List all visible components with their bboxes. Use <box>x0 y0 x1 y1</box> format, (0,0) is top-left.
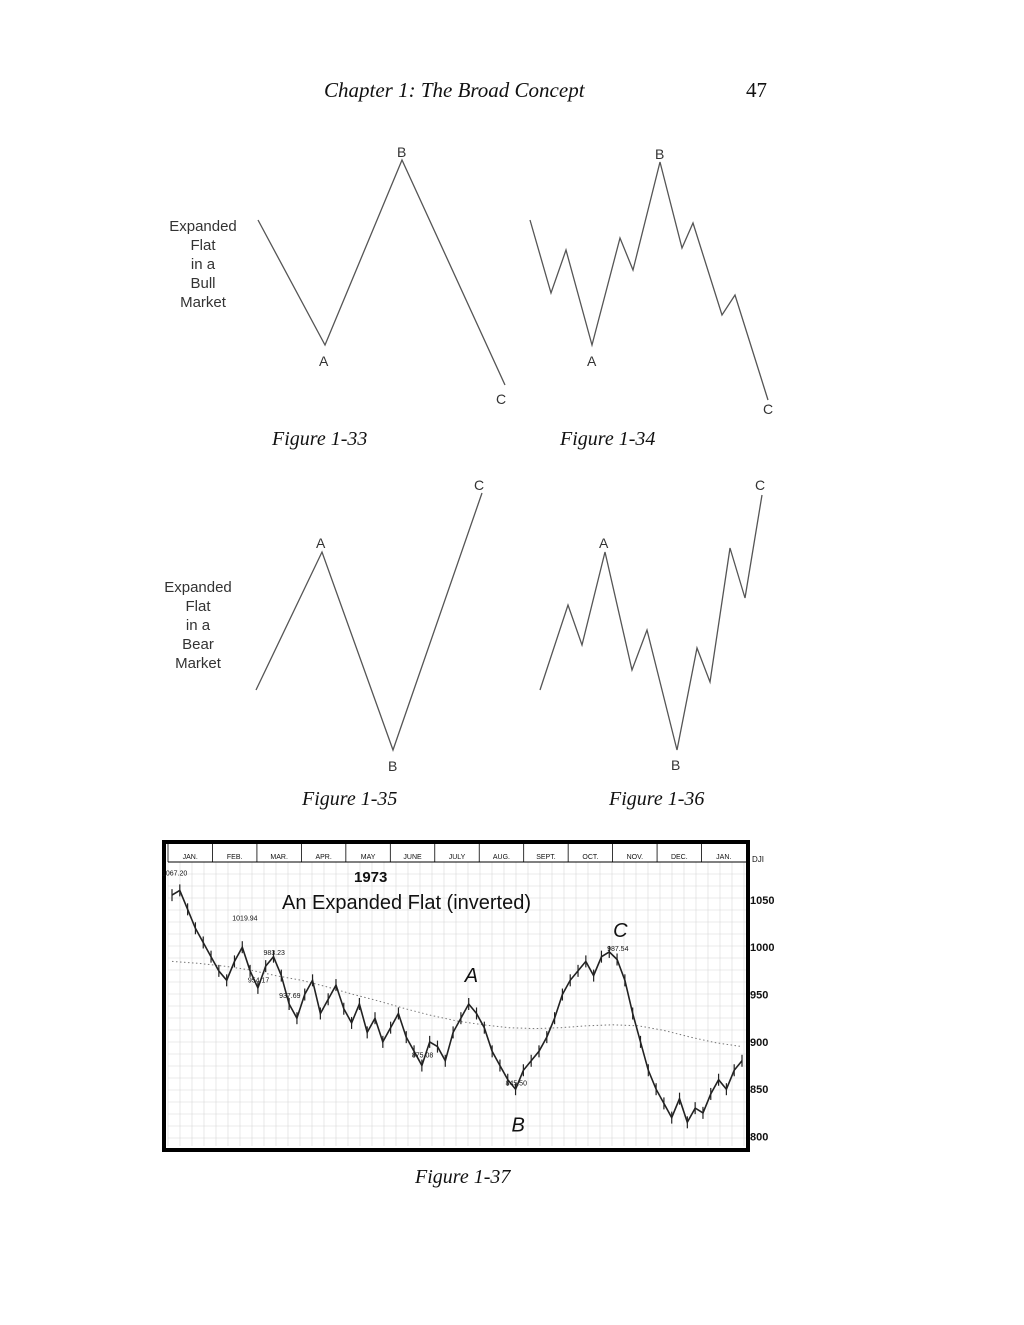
chart-axis-label: DJI <box>752 855 764 864</box>
fig35-caption: Figure 1-35 <box>302 788 398 810</box>
wave-label: A <box>464 965 479 987</box>
fig34-wave-line <box>530 162 768 400</box>
price-annotation: 983.23 <box>263 950 285 958</box>
page-number: 47 <box>746 78 767 102</box>
month-label: OCT. <box>582 854 599 861</box>
fig33-wave-line <box>258 160 505 385</box>
price-annotation: 845.50 <box>505 1080 527 1088</box>
wave-label: C <box>613 919 628 942</box>
fig33-diagram <box>250 140 520 415</box>
fig33-side-label <box>160 217 246 312</box>
fig35-point-c: C <box>474 477 485 493</box>
month-label: JAN. <box>716 854 732 861</box>
fig35-wave-line <box>256 493 482 750</box>
fig33-side-line: Flat <box>190 237 216 254</box>
y-tick-label: 1050 <box>750 894 775 907</box>
fig35-side-line: Flat <box>185 598 211 615</box>
fig36-point-a: A <box>599 535 609 551</box>
y-tick-label: 1000 <box>750 942 775 955</box>
price-annotation: 1019.94 <box>232 915 258 923</box>
y-tick-label: 850 <box>750 1084 769 1097</box>
month-label: MAY <box>360 854 376 861</box>
y-tick-label: 900 <box>750 1036 769 1049</box>
fig33-point-b: B <box>397 144 407 160</box>
chart-year-label: 1973 <box>354 869 388 886</box>
fig34-diagram <box>525 140 785 420</box>
fig35-point-a: A <box>316 535 326 551</box>
fig33-side-line: Expanded <box>169 218 237 235</box>
fig34-point-b: B <box>655 146 665 162</box>
month-label: JUNE <box>403 854 422 861</box>
fig33-side-line: in a <box>190 256 216 273</box>
fig35-side-line: Expanded <box>164 579 232 596</box>
fig35-side-line: in a <box>185 617 211 634</box>
page-header-title: Chapter 1: The Broad Concept <box>324 78 585 102</box>
wave-label: B <box>511 1114 525 1137</box>
price-annotation: 875.08 <box>411 1052 434 1060</box>
price-annotation: 954.17 <box>247 977 270 985</box>
fig37-caption: Figure 1-37 <box>415 1166 511 1188</box>
fig36-point-c: C <box>755 477 766 493</box>
fig35-side-label <box>152 578 244 673</box>
fig35-diagram <box>250 470 500 775</box>
fig37-chart <box>160 838 776 1156</box>
fig36-caption: Figure 1-36 <box>609 788 705 810</box>
month-label: MAR. <box>270 854 288 861</box>
month-label: NOV. <box>626 854 644 861</box>
price-annotation: 1067.20 <box>162 870 188 878</box>
fig36-point-b: B <box>671 757 681 773</box>
fig36-wave-line <box>540 495 762 750</box>
price-annotation: 937.69 <box>279 993 301 1001</box>
fig34-point-c: C <box>763 401 774 417</box>
fig36-diagram <box>530 470 785 775</box>
price-annotation: 987.54 <box>607 945 629 953</box>
fig34-point-a: A <box>587 353 597 369</box>
fig35-point-b: B <box>388 758 398 774</box>
y-tick-label: 950 <box>750 989 769 1002</box>
right-axis <box>750 895 774 1144</box>
fig33-side-line: Bull <box>190 275 216 292</box>
y-tick-label: 800 <box>750 1131 769 1144</box>
chart-title: An Expanded Flat (inverted) <box>282 892 532 914</box>
fig33-side-line: Market <box>180 294 226 311</box>
month-label: AUG. <box>492 854 511 861</box>
month-label: FEB. <box>226 854 243 861</box>
month-label: JAN. <box>182 854 198 861</box>
month-label: DEC. <box>670 854 688 861</box>
fig33-point-c: C <box>496 391 507 407</box>
month-label: APR. <box>315 854 332 861</box>
month-label: SEPT. <box>536 854 556 861</box>
fig33-point-a: A <box>319 353 329 369</box>
fig33-caption: Figure 1-33 <box>272 428 368 450</box>
fig35-side-line: Market <box>175 655 221 672</box>
fig34-caption: Figure 1-34 <box>560 428 656 450</box>
fig35-side-line: Bear <box>182 636 214 653</box>
month-label: JULY <box>448 854 466 861</box>
